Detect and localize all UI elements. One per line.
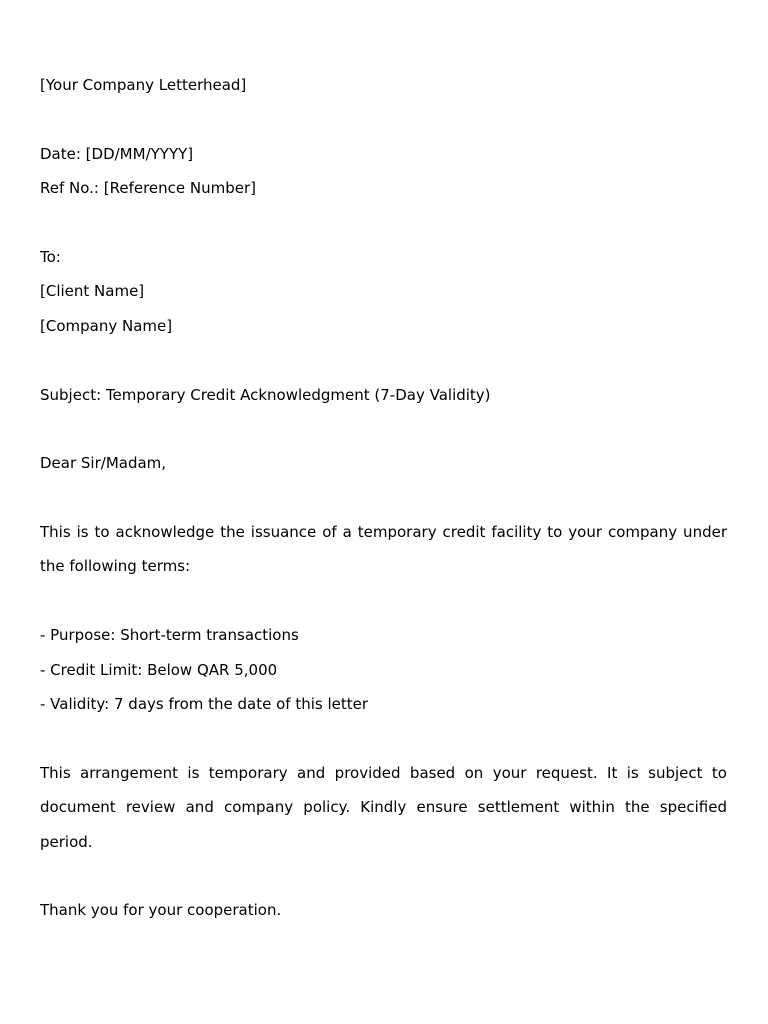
salutation: Dear Sir/Madam, [40,454,167,473]
company-name: [Company Name] [40,316,173,335]
spacer [40,481,727,515]
closing-line: Thank you for your cooperation. [40,901,282,920]
client-name: [Client Name] [40,282,145,301]
spacer [40,412,727,446]
intro-paragraph: This is to acknowledge the issuance of a temporary credit facility to your company under the following terms: [40,523,727,576]
spacer [40,102,727,136]
spacer [40,721,727,755]
letterhead: [Your Company Letterhead] [40,76,247,94]
spacer [40,206,727,240]
term-purpose: - Purpose: Short-term transactions [40,626,299,645]
reference-line: Ref No.: [Reference Number] [40,179,257,198]
spacer [40,343,727,377]
arrangement-paragraph: This arrangement is temporary and provided based on your request. It is subject to document review and company policy. Kindly ensure settlement within the specified period. [40,763,727,851]
term-credit-limit: - Credit Limit: Below QAR 5,000 [40,660,278,679]
letter-page [40,68,727,928]
date-line: Date: [DD/MM/YYYY] [40,144,194,163]
to-label: To: [40,247,61,266]
spacer [40,584,727,618]
term-validity: - Validity: 7 days from the date of this letter [40,695,369,714]
spacer [40,859,727,893]
subject-line: Subject: Temporary Credit Acknowledgment (7-Day Validity) [40,385,491,404]
